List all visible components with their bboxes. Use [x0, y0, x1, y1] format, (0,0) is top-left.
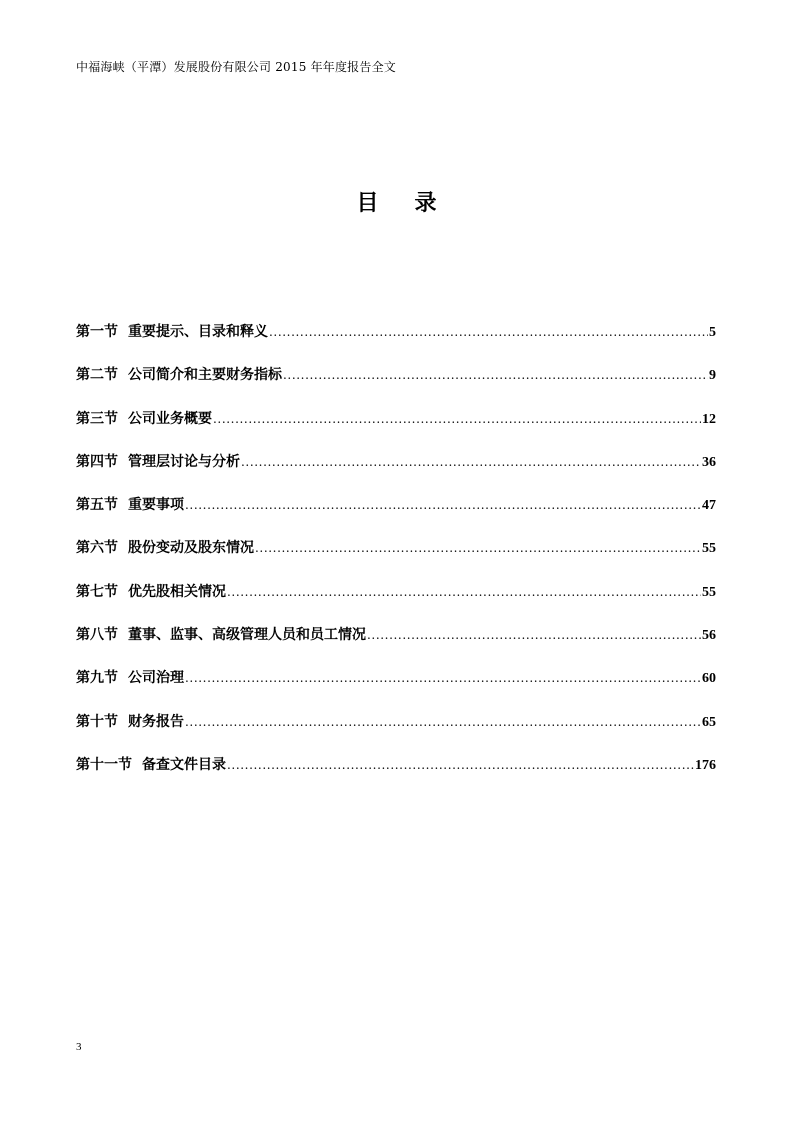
toc-dot-leader: [227, 755, 694, 775]
toc-section-title: 公司治理: [128, 670, 184, 687]
toc-page-number: 65: [702, 714, 716, 730]
toc-section-title: 公司简介和主要财务指标: [128, 367, 282, 384]
toc-page-number: 5: [709, 325, 716, 340]
toc-section-title: 管理层讨论与分析: [128, 453, 240, 470]
toc-entry[interactable]: [76, 409, 716, 452]
toc-page-number: 12: [702, 411, 716, 427]
toc-section-title: 优先股相关情况: [128, 583, 226, 600]
toc-section-title: 备查文件目录: [142, 756, 226, 773]
toc-section-number: 第一节: [76, 324, 118, 340]
toc-dot-leader: [241, 452, 701, 472]
toc-section-title: 重要提示、目录和释义: [128, 324, 268, 340]
toc-section-number: 第十一节: [76, 756, 132, 773]
toc-section-number: 第八节: [76, 627, 118, 644]
toc-section-title: 董事、监事、高级管理人员和员工情况: [128, 627, 366, 644]
toc-section-title: 重要事项: [128, 497, 184, 514]
toc-section-number: 第七节: [76, 583, 118, 600]
toc-entry[interactable]: [76, 712, 716, 755]
toc-section-number: 第二节: [76, 367, 118, 384]
toc-section-number: 第四节: [76, 453, 118, 470]
toc-page-number: 55: [702, 584, 716, 600]
toc-page-number: 9: [709, 368, 716, 384]
toc-page-number: 56: [702, 628, 716, 644]
toc-entry[interactable]: [76, 538, 716, 581]
toc-page-number: 55: [702, 541, 716, 557]
toc-entry[interactable]: [76, 452, 716, 495]
toc-dot-leader: [185, 495, 701, 515]
toc-title-part1: 目: [356, 190, 379, 216]
toc-entry[interactable]: [76, 755, 716, 798]
toc-dot-leader: [255, 538, 701, 558]
toc-dot-leader: [283, 365, 708, 385]
running-header: 中福海峡（平潭）发展股份有限公司 2015 年年度报告全文: [76, 60, 396, 74]
toc-section-title: 股份变动及股东情况: [128, 540, 254, 557]
toc-entry[interactable]: [76, 365, 716, 408]
toc-list: [76, 322, 716, 798]
toc-section-number: 第五节: [76, 497, 118, 514]
toc-page-number: 176: [695, 757, 716, 773]
toc-section-title: 公司业务概要: [128, 410, 212, 427]
toc-section-number: 第三节: [76, 410, 118, 427]
toc-dot-leader: [185, 668, 701, 688]
toc-dot-leader: [213, 409, 701, 429]
toc-section-title: 财务报告: [128, 713, 184, 730]
toc-page-number: 60: [702, 671, 716, 687]
toc-entry[interactable]: [76, 582, 716, 625]
toc-entry[interactable]: [76, 625, 716, 668]
toc-entry[interactable]: [76, 322, 716, 365]
toc-section-number: 第九节: [76, 670, 118, 687]
toc-dot-leader: [227, 582, 701, 602]
toc-dot-leader: [185, 712, 701, 732]
toc-page-number: 47: [702, 498, 716, 514]
toc-section-number: 第六节: [76, 540, 118, 557]
toc-dot-leader: [367, 625, 701, 645]
toc-section-number: 第十节: [76, 713, 118, 730]
toc-title-part2: 录: [414, 190, 437, 216]
toc-dot-leader: [269, 322, 708, 342]
toc-entry[interactable]: [76, 495, 716, 538]
toc-page-number: 36: [702, 454, 716, 470]
page-number: 3: [76, 1041, 82, 1053]
toc-title: [0, 188, 793, 218]
toc-entry[interactable]: [76, 668, 716, 711]
